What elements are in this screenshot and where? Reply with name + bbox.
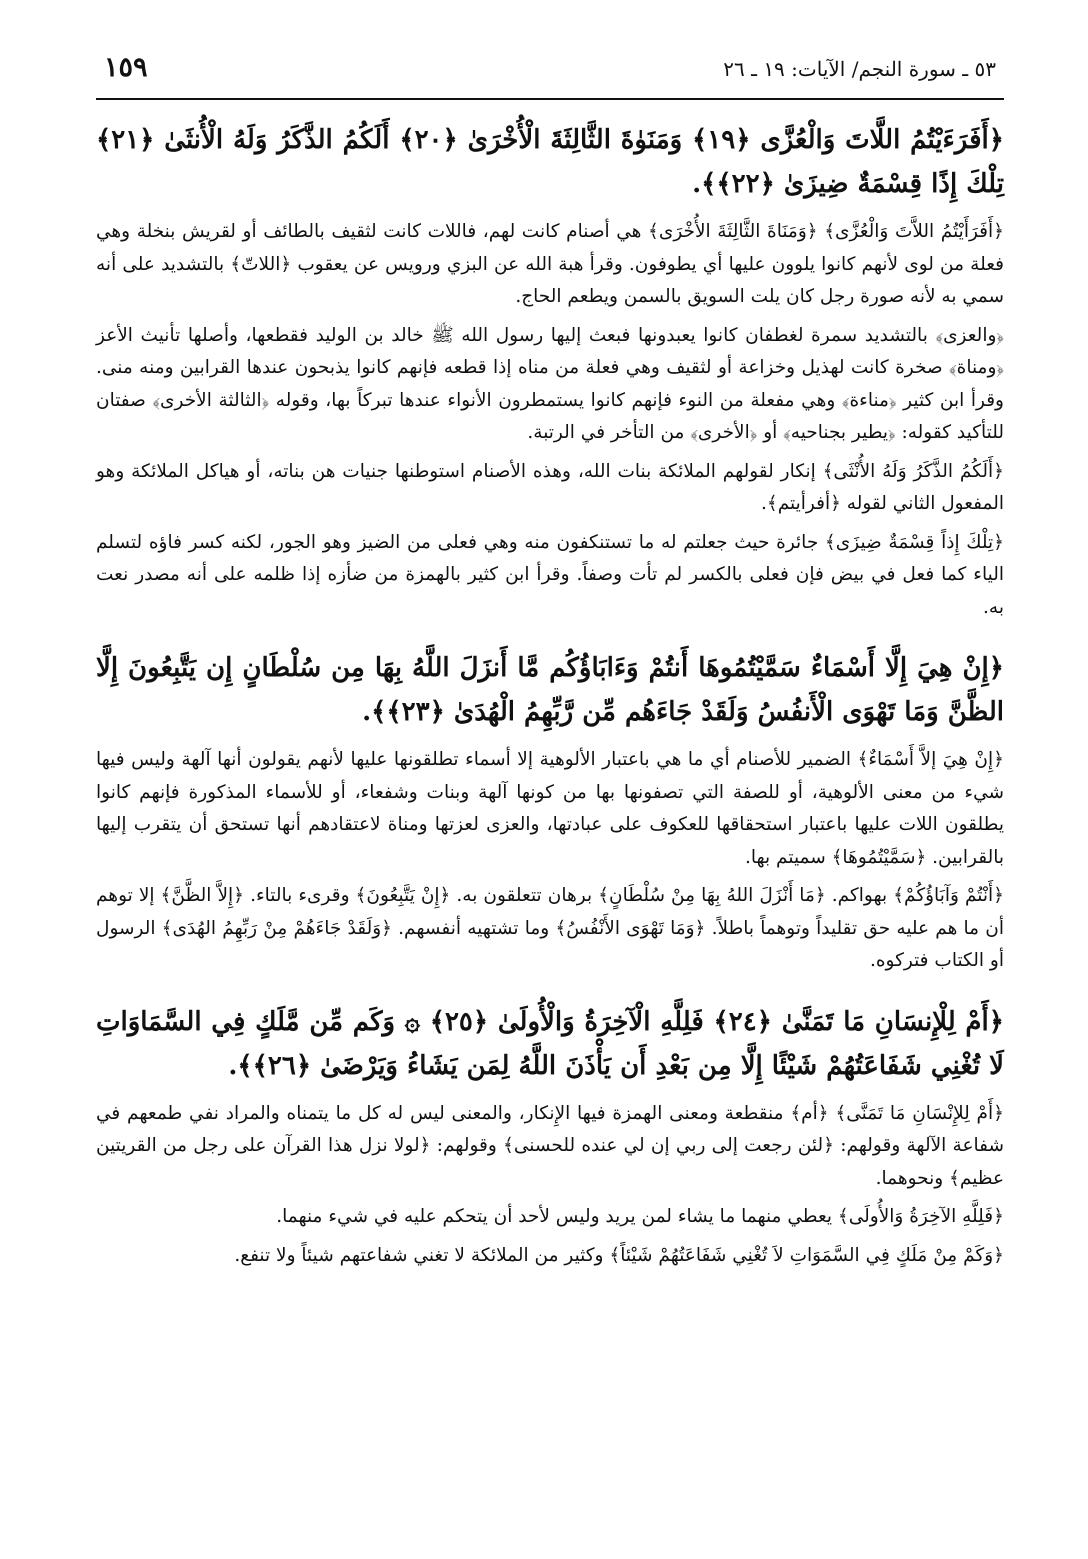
commentary-paragraph: ﴿فَلِلَّهِ الآخِرَةُ وَالأُولَى﴾ يعطي منهما ما يشاء لمن يريد وليس لأحد أن يتحكم عليه في شيء منهما.: [276, 1206, 1004, 1227]
commentary-paragraph: ﴿أَنْتُمْ وَآبَاؤُكُمْ﴾ بهواكم. ﴿مَا أَنْزَلَ اللهُ بِهَا مِنْ سُلْطَانٍ﴾ برهان تتعلقون به. ﴿إِنْ يَتَّبِعُونَ﴾ وقرىء بالتاء. ﴿إِلاَّ الظَّنَّ﴾ إلا توهم أن ما هم عليه حق تقليداً وتوهماً باطلاً. ﴿وَمَا تَهْوَى الأَنْفُسُ﴾ وما تشتهيه أنفسهم. ﴿وَلَقَدْ جَاءَهُمْ مِنْ رَبِّهِمُ الهُدَى﴾ الرسول أو الكتاب فتركوه.: [96, 885, 1004, 971]
verse-block: ﴿أَفَرَءَيْتُمُ اللَّاتَ وَالْعُزَّى ﴿١٩﴾ وَمَنَوٰةَ الثَّالِثَةَ الْأُخْرَىٰ ﴿٢٠﴾ أَلَكُمُ الذَّكَرُ وَلَهُ الْأُنثَىٰ ﴿٢١﴾ تِلْكَ إِذًا قِسْمَةٌ ضِيزَىٰ ﴿٢٢﴾﴾.: [96, 125, 1005, 199]
commentary-paragraph: ﴿إِنْ هِيَ إلاَّ أَسْمَاءٌ﴾ الضمير للأصنام أي ما هي باعتبار الألوهية إلا أسماء تطلقونها عليها لأنهم يقولون أنها آلهة وليس فيها شيء من معنى الألوهية، أو للصفة التي تصفونها بها من كونها آلهة وبنات وشفعاء، أو للأسماء المذكورة فإنهم كانوا يطلقون اللات عليها باعتبار استحقاقها للعكوف على عبادتها، والعزى لعزتها ومناة لاعتقادهم أنها تستحق أن يتقرب إليها بالقرابين. ﴿سَمَّيْتُمُوهَا﴾ سميتم بها.: [96, 749, 1004, 868]
commentary-paragraph: ﴿تِلْكَ إِذاً قِسْمَةٌ ضِيزَى﴾ جائرة حيث جعلتم له ما تستنكفون منه وهي فعلى من الضيز وهو الجور، لكنه كسر فاؤه لتسلم الياء كما فعل في بيض فإن فعلى بالكسر لم تأت وصفاً. وقرأ ابن كثير بالهمزة من ضأزه إذا ظلمه على أنه مصدر نعت به.: [96, 531, 1004, 618]
page-content: [96, 100, 1004, 1272]
page-number: ١٥٩: [104, 52, 148, 83]
page-header: [96, 52, 1004, 100]
commentary-paragraph: ﴿أَمْ لِلإِنْسَانِ مَا تَمَنَّى﴾ ﴿أم﴾ منقطعة ومعنى الهمزة فيها الإِنكار، والمعنى ليس له كل ما يتمناه والمراد نفي طمعهم في شفاعة الآلهة وقولهم: ﴿لئن رجعت إلى ربي إن لي عنده للحسنى﴾ وقولهم: ﴿لولا نزل هذا القرآن على رجل من القريتين عظيم﴾ ونحوهما.: [96, 1102, 1004, 1189]
commentary-paragraph: ﴿والعزى﴾ بالتشديد سمرة لغطفان كانوا يعبدونها فبعث إليها رسول الله ﷺ خالد بن الوليد فقطعها، وأصلها تأنيث الأعز ﴿ومناة﴾ صخرة كانت لهذيل وخزاعة أو لثقيف وهي فعلة من مناه إذا قطعه فإنهم كانوا يذبحون عندها القرابين ومنه منى. وقرأ ابن كثير ﴿مناءة﴾ وهي مفعلة من النوء فإنهم كانوا يستمطرون الأنواء عندها تبركاً بها، وقوله ﴿الثالثة الأخرى﴾ صفتان للتأكيد كقوله: ﴿يطير بجناحيه﴾ أو ﴿الأخرى﴾ من التأخر في الرتبة.: [96, 324, 1004, 443]
commentary-paragraph: ﴿أَفَرَأَيْتُمُ اللاَّتَ وَالْعُزَّى﴾ ﴿وَمَنَاةَ الثَّالِثَةَ الأُخْرَى﴾ هي أصنام كانت لهم، فاللات كانت لثقيف بالطائف أو لقريش بنخلة وهي فعلة من لوى لأنهم كانوا يلوون عليها أي يطوفون. وقرأ هبة الله عن البزي ورويس عن يعقوب ﴿اللاتّ﴾ بالتشديد على أنه سمي به لأنه صورة رجل كان يلت السويق بالسمن ويطعم الحاج.: [96, 221, 1004, 307]
verse-block: ﴿إِنْ هِيَ إِلَّا أَسْمَاءٌ سَمَّيْتُمُوهَا أَنتُمْ وَءَابَاؤُكُم مَّا أَنزَلَ اللَّهُ بِهَا مِن سُلْطَانٍ إِن يَتَّبِعُونَ إِلَّا الظَّنَّ وَمَا تَهْوَى الْأَنفُسُ وَلَقَدْ جَاءَهُم مِّن رَّبِّهِمُ الْهُدَىٰ ﴿٢٣﴾﴾.: [96, 653, 1004, 727]
running-head: ٥٣ ـ سورة النجم/ الآيات: ١٩ ـ ٢٦: [723, 57, 996, 81]
commentary-paragraph: ﴿وَكَمْ مِنْ مَلَكٍ فِي السَّمَوَاتِ لاَ تُغْنِي شَفَاعَتُهُمْ شَيْئاً﴾ وكثير من الملائكة لا تغني شفاعتهم شيئاً ولا تنفع.: [234, 1244, 1004, 1266]
verse-block: ﴿أَمْ لِلْإِنسَانِ مَا تَمَنَّىٰ ﴿٢٤﴾ فَلِلَّهِ الْآخِرَةُ وَالْأُولَىٰ ﴿٢٥﴾ ۞ وَكَم مِّن مَّلَكٍ فِي السَّمَاوَاتِ لَا تُغْنِي شَفَاعَتُهُمْ شَيْئًا إِلَّا مِن بَعْدِ أَن يَأْذَنَ اللَّهُ لِمَن يَشَاءُ وَيَرْضَىٰ ﴿٢٦﴾﴾.: [96, 1006, 1004, 1081]
commentary-paragraph: ﴿أَلَكُمُ الذَّكَرُ وَلَهُ الأُنْثَى﴾ إنكار لقولهم الملائكة بنات الله، وهذه الأصنام استوطنها جنيات هن بناته، أو هياكل الملائكة وهو المفعول الثاني لقوله ﴿أفرأيتم﴾.: [96, 460, 1004, 514]
